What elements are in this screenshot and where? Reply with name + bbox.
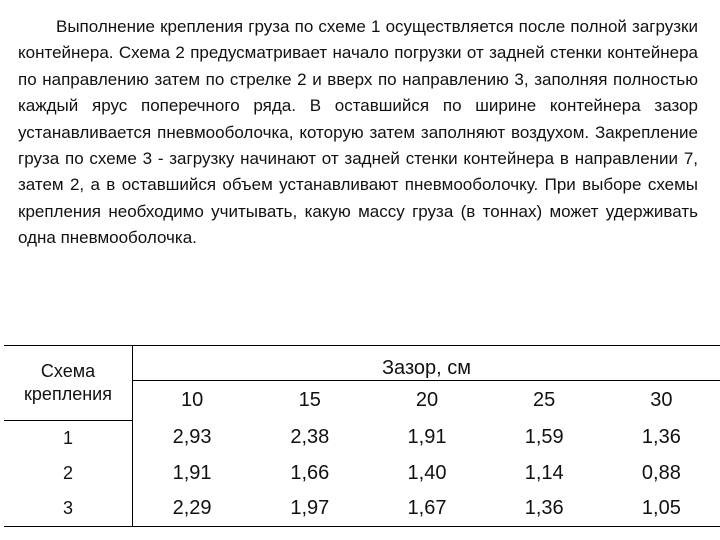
scheme-number: 3 [4, 491, 133, 527]
table-cell: 2,38 [290, 426, 330, 449]
table-cell: 1,36 [641, 426, 681, 449]
table-cell: 1,66 [290, 461, 330, 484]
gap-value: 10 [180, 389, 204, 411]
table-cell: 1,91 [172, 461, 212, 484]
table-row [4, 491, 720, 527]
table-header-row [4, 346, 720, 381]
table-cell: 1,91 [407, 426, 447, 449]
table-cell: 1,36 [486, 491, 603, 527]
gap-value: 20 [415, 389, 439, 411]
table-cell: 1,59 [524, 426, 564, 449]
table-cell: 1,67 [368, 491, 485, 527]
table-row [4, 420, 720, 456]
table-cell: 1,40 [407, 461, 447, 484]
scheme-header: Схема крепления [4, 346, 133, 421]
table-cell: 1,97 [251, 491, 368, 527]
scheme-number: 2 [4, 456, 133, 491]
table-cell: 2,93 [172, 426, 212, 449]
table-cell: 1,14 [524, 461, 564, 484]
description-paragraph: Выполнение крепления груза по схеме 1 осуществляется после полной загрузки контейнера. Схема 2 предусматривает начало погрузки от задней стенки контейнера по направлению затем по стрелке 2 и вверх по направлению 3, заполняя полностью каждый ярус поперечного ряда. В оставшийся по ширине контейнера зазор устанавливается пневмооболочка, которую затем заполняют воздухом. Закрепление груза по схеме 3 - загрузку начинают от задней стенки контейнера в направлении 7, затем 2, а в оставшийся объем устанавливают пневмооболочку. При выборе схемы крепления необходимо учитывать, какую массу груза (в тоннах) может удерживать одна пневмооболочка. [18, 17, 698, 248]
scheme-number: 1 [4, 420, 133, 456]
text-block [18, 14, 698, 252]
table-cell: 1,05 [603, 491, 720, 527]
holding-capacity-table [4, 345, 720, 527]
gap-value: 15 [298, 389, 321, 411]
gap-header: Зазор, см [133, 346, 720, 381]
table-cell: 0,88 [641, 461, 681, 484]
gap-value: 25 [533, 389, 556, 411]
gap-value: 30 [650, 389, 673, 411]
table-row [4, 456, 720, 491]
table-cell: 2,29 [133, 491, 252, 527]
